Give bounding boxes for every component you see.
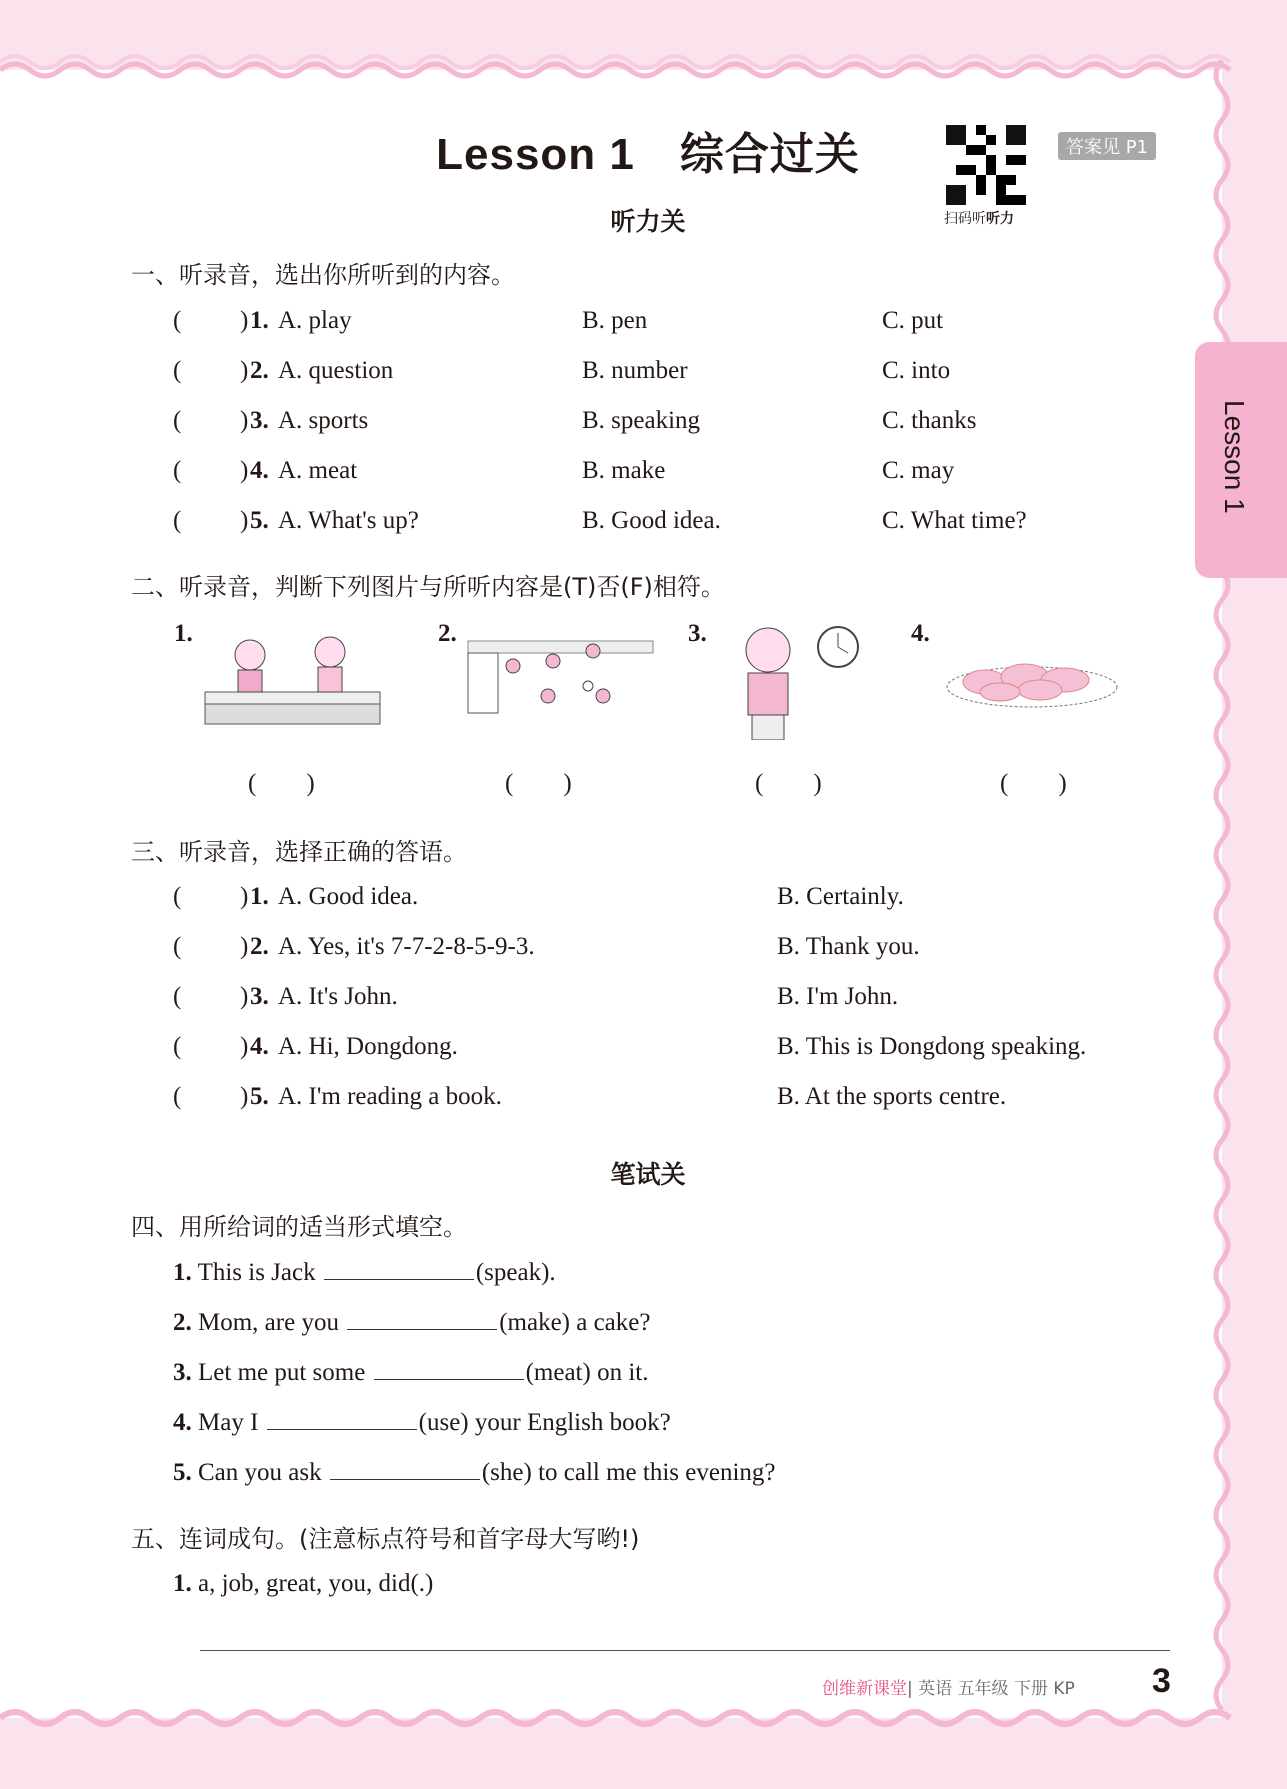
paren-close: ) <box>240 457 249 484</box>
paren-open[interactable]: ( <box>173 1083 182 1110</box>
sentence-start: Let me put some <box>198 1359 366 1386</box>
choice-row <box>0 405 1200 437</box>
picture-boy-and-clock <box>738 625 868 740</box>
answer-blank[interactable] <box>347 1306 497 1330</box>
sentence-end: (make) a cake? <box>499 1309 651 1336</box>
item-number: 4. <box>250 457 269 484</box>
option-a: A. Good idea. <box>278 883 419 910</box>
page-number: 3 <box>1152 1662 1171 1700</box>
option-a: A. It's John. <box>278 983 398 1010</box>
paren-close: ) <box>240 357 249 384</box>
option-b: B. number <box>582 357 688 384</box>
sentence-start: Mom, are you <box>198 1309 339 1336</box>
response-row <box>0 1081 1200 1113</box>
option-b: B. Good idea. <box>582 507 721 534</box>
item-number: 4. <box>173 1409 192 1436</box>
option-a: A. Yes, it's 7-7-2-8-5-9-3. <box>278 933 535 960</box>
option-b: B. pen <box>582 307 648 334</box>
answer-paren[interactable]: ( ) <box>1000 770 1067 797</box>
item-number: 5. <box>173 1459 192 1486</box>
paren-open[interactable]: ( <box>173 933 182 960</box>
section-3-heading: 三、听录音，选择正确的答语。 <box>131 838 467 866</box>
paren-open[interactable]: ( <box>173 457 182 484</box>
option-c: C. may <box>882 457 955 484</box>
paren-open[interactable]: ( <box>173 883 182 910</box>
listening-title: 听力关 <box>610 207 686 236</box>
fill-blank-row <box>0 1256 1200 1288</box>
fill-blank-row <box>0 1456 1200 1488</box>
option-b: B. make <box>582 457 666 484</box>
choice-row <box>0 305 1200 337</box>
fill-blank-row <box>0 1356 1200 1388</box>
item-number: 4. <box>250 1033 269 1060</box>
option-c: C. thanks <box>882 407 977 434</box>
item-number: 5. <box>250 1083 269 1110</box>
option-c: C. into <box>882 357 951 384</box>
item-number: 1. <box>173 1259 192 1286</box>
paren-close: ) <box>240 307 249 334</box>
option-b: B. At the sports centre. <box>777 1083 1007 1110</box>
option-a: A. What's up? <box>278 507 419 534</box>
option-b: B. This is Dongdong speaking. <box>777 1033 1087 1060</box>
choice-row <box>0 505 1200 537</box>
option-b: B. speaking <box>582 407 701 434</box>
paren-open[interactable]: ( <box>173 983 182 1010</box>
item-number: 1. <box>250 307 269 334</box>
option-a: A. Hi, Dongdong. <box>278 1033 458 1060</box>
item-number: 3. <box>250 983 269 1010</box>
sentence-start: This is Jack <box>197 1259 316 1286</box>
option-b: B. I'm John. <box>777 983 899 1010</box>
fill-blank-row <box>0 1306 1200 1338</box>
paren-close: ) <box>240 1083 249 1110</box>
option-a: A. question <box>278 357 394 384</box>
sentence-end: (speak). <box>475 1259 556 1286</box>
answer-blank[interactable] <box>374 1356 524 1380</box>
picture-kids-at-desk <box>200 630 385 735</box>
item-number: 2. <box>250 357 269 384</box>
sentence-end: (meat) on it. <box>525 1359 649 1386</box>
option-a: A. play <box>278 307 352 334</box>
paren-close: ) <box>240 407 249 434</box>
fill-blank-row <box>0 1406 1200 1438</box>
reorder-item: 1. a, job, great, you, did(.) <box>173 1570 434 1597</box>
option-a: A. I'm reading a book. <box>278 1083 502 1110</box>
answer-paren[interactable]: ( ) <box>755 770 822 797</box>
paren-open[interactable]: ( <box>173 507 182 534</box>
sentence-start: May I <box>198 1409 259 1436</box>
answer-badge: 答案见 P1 <box>1058 132 1156 160</box>
footer-divider <box>200 1650 1170 1651</box>
section-1-heading: 一、听录音，选出你所听到的内容。 <box>131 261 515 289</box>
picture-number: 1. <box>174 620 193 647</box>
option-b: B. Certainly. <box>777 883 904 910</box>
paren-close: ) <box>240 983 249 1010</box>
option-c: C. What time? <box>882 507 1027 534</box>
paren-close: ) <box>240 1033 249 1060</box>
choice-row <box>0 355 1200 387</box>
response-row <box>0 981 1200 1013</box>
picture-kids-playing-football <box>463 636 658 731</box>
item-number: 2. <box>250 933 269 960</box>
item-number: 1. <box>250 883 269 910</box>
qr-code-icon[interactable] <box>946 125 1026 205</box>
choice-row <box>0 455 1200 487</box>
sentence-start: Can you ask <box>198 1459 322 1486</box>
section-2-heading: 二、听录音，判断下列图片与所听内容是(T)否(F)相符。 <box>131 573 725 601</box>
paren-open[interactable]: ( <box>173 1033 182 1060</box>
response-row <box>0 881 1200 913</box>
answer-blank[interactable] <box>330 1456 480 1480</box>
sentence-end: (use) your English book? <box>418 1409 671 1436</box>
picture-plate-of-food <box>945 652 1120 712</box>
paren-open[interactable]: ( <box>173 357 182 384</box>
side-tab-label: Lesson 1 <box>1219 400 1250 514</box>
item-number: 3. <box>250 407 269 434</box>
answer-paren[interactable]: ( ) <box>248 770 315 797</box>
item-number: 5. <box>250 507 269 534</box>
section-4-heading: 四、用所给词的适当形式填空。 <box>131 1213 467 1241</box>
picture-number: 3. <box>688 620 707 647</box>
answer-blank[interactable] <box>267 1406 417 1430</box>
paren-close: ) <box>240 507 249 534</box>
response-row <box>0 1031 1200 1063</box>
page-title: Lesson 1 综合过关 <box>436 130 860 179</box>
option-c: C. put <box>882 307 944 334</box>
picture-number: 4. <box>911 620 930 647</box>
option-b: B. Thank you. <box>777 933 920 960</box>
qr-caption: 扫码听听力 <box>944 211 1014 227</box>
item-number: 2. <box>173 1309 192 1336</box>
picture-number: 2. <box>438 620 457 647</box>
answer-paren[interactable]: ( ) <box>505 770 572 797</box>
section-5-heading: 五、连词成句。(注意标点符号和首字母大写哟!) <box>131 1525 640 1553</box>
item-number: 3. <box>173 1359 192 1386</box>
answer-blank[interactable] <box>324 1256 474 1280</box>
footer-info: 创维新课堂| 英语 五年级 下册 KP <box>822 1679 1075 1699</box>
writing-title: 笔试关 <box>610 1160 686 1189</box>
response-row <box>0 931 1200 963</box>
option-a: A. sports <box>278 407 369 434</box>
paren-close: ) <box>240 933 249 960</box>
sentence-end: (she) to call me this evening? <box>481 1459 776 1486</box>
paren-open[interactable]: ( <box>173 407 182 434</box>
paren-open[interactable]: ( <box>173 307 182 334</box>
option-a: A. meat <box>278 457 358 484</box>
paren-close: ) <box>240 883 249 910</box>
